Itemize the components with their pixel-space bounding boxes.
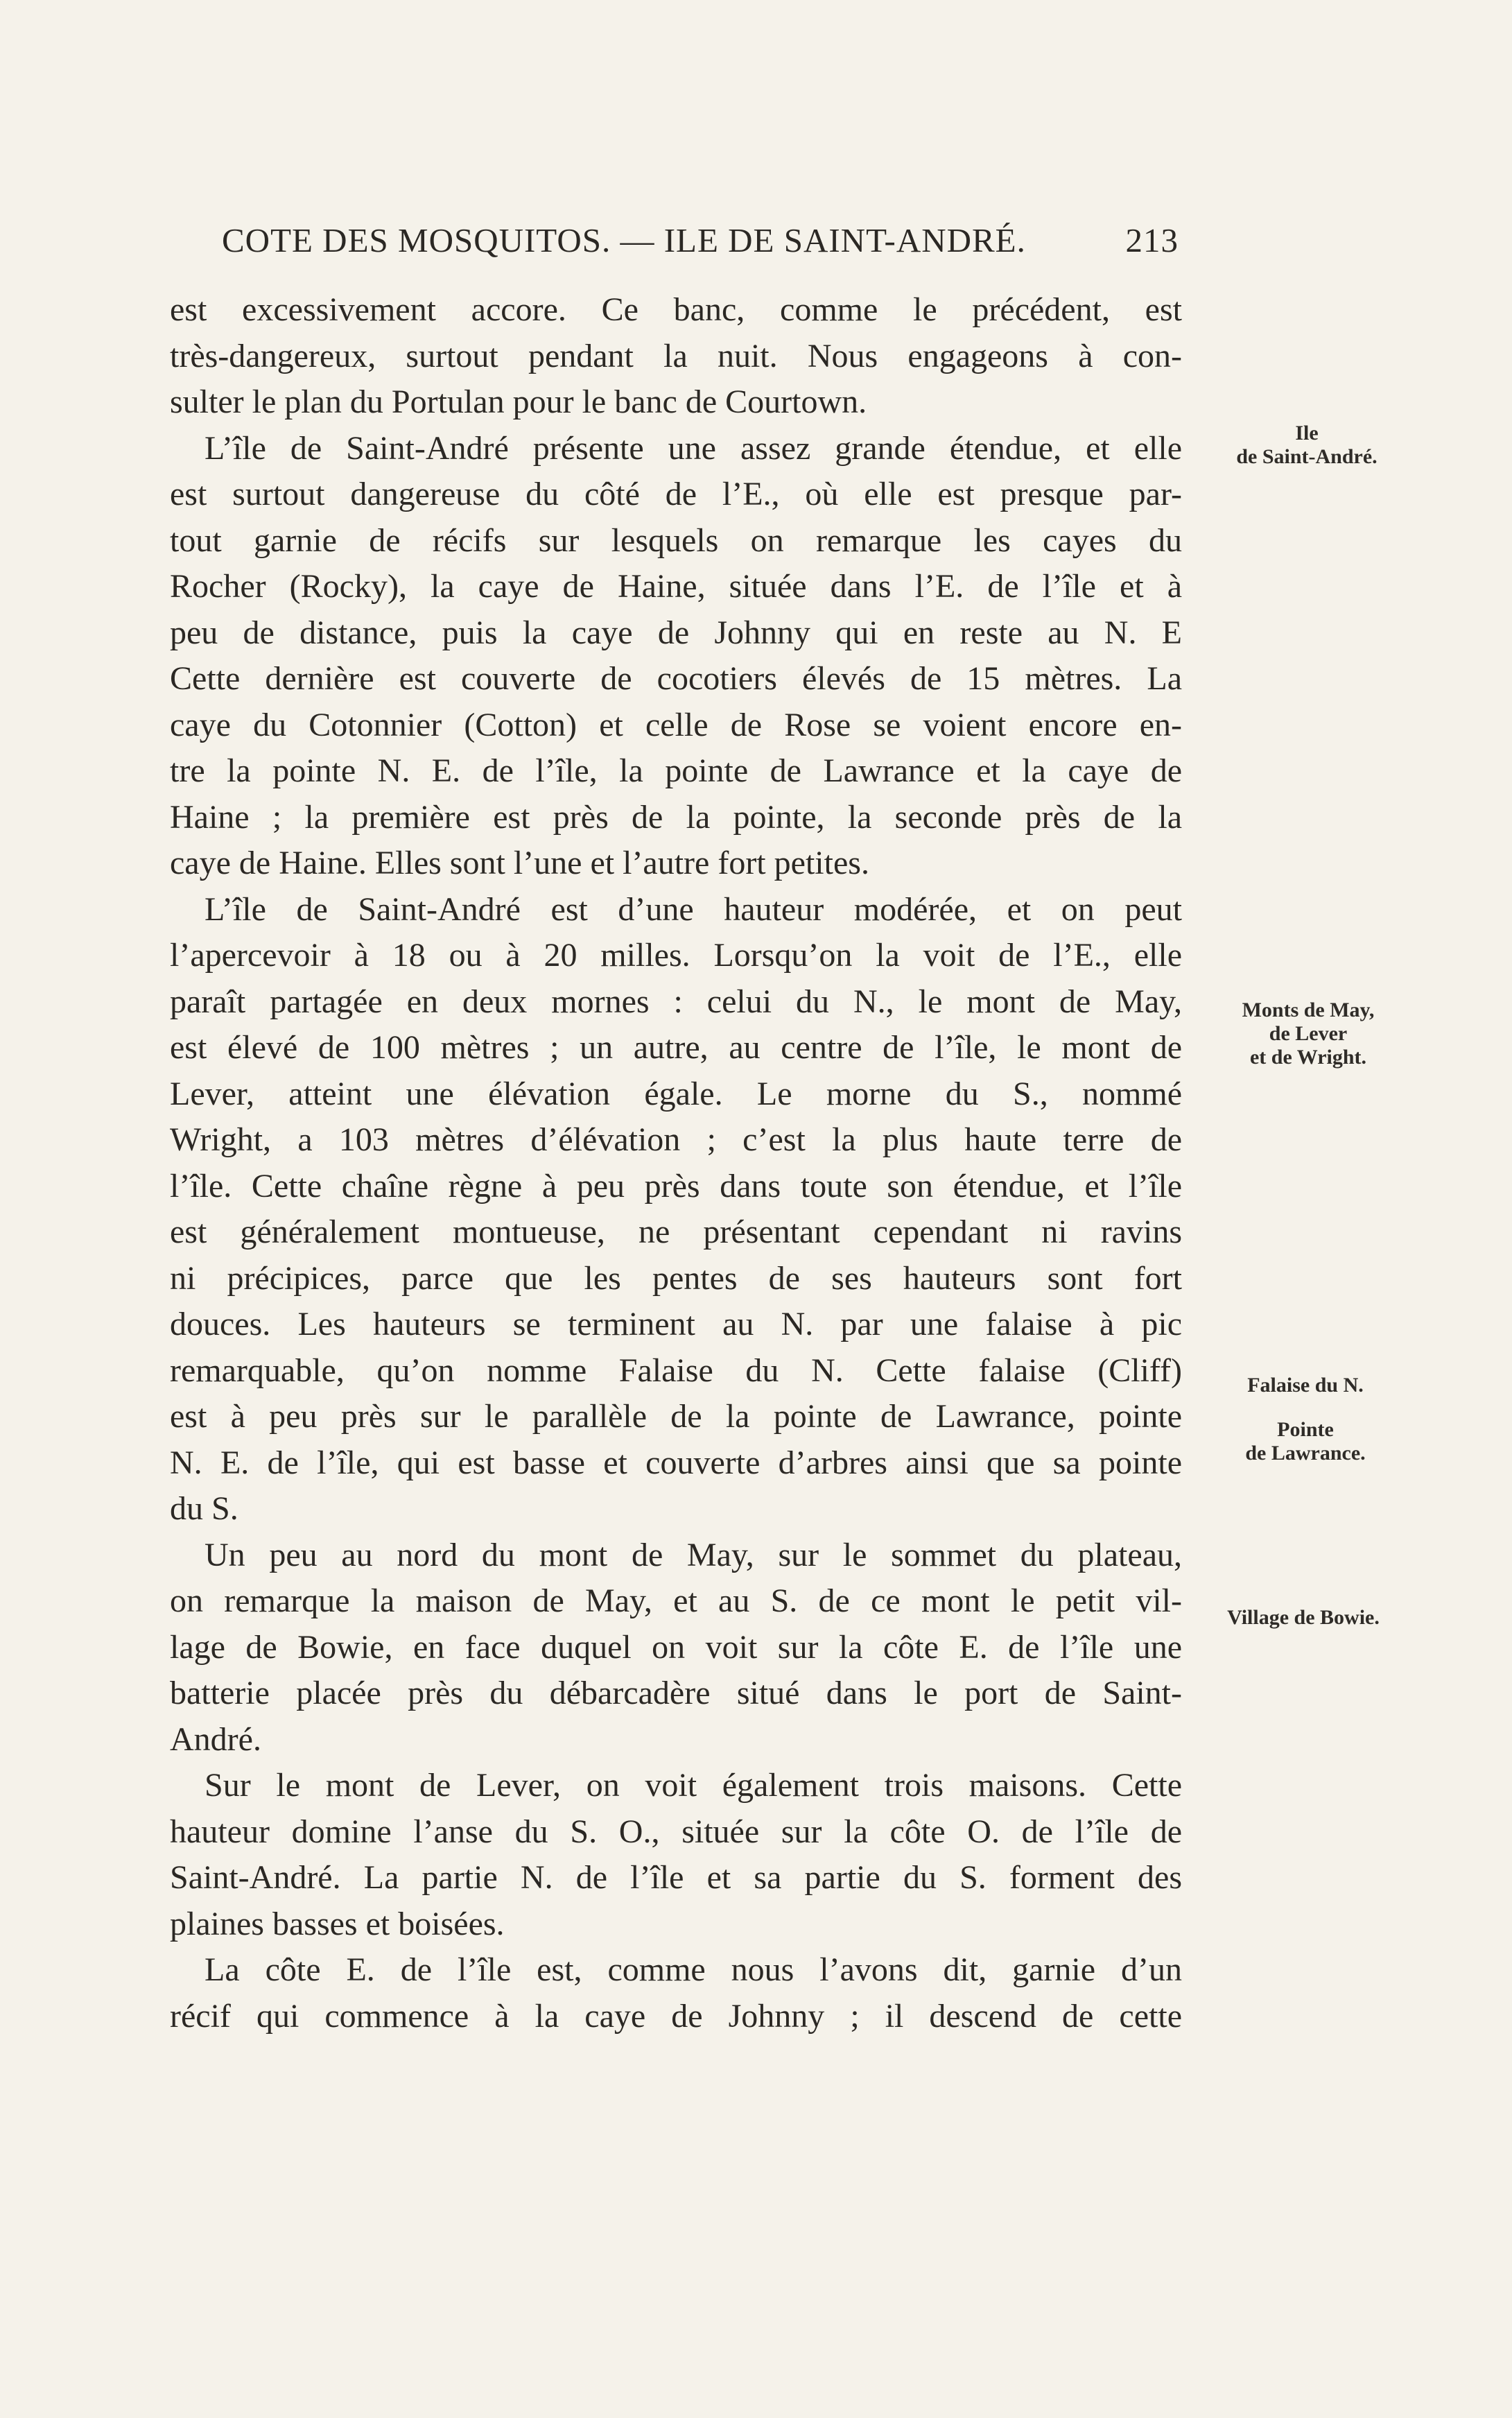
margin-note-ile-saint-andre xyxy=(1213,422,1400,469)
text-line: caye de Haine. Elles sont l’une et l’autre fort petites. xyxy=(170,845,869,881)
paragraph xyxy=(170,887,1182,1532)
text-line: Rocher (Rocky), la caye de Haine, située dans l’E. de l’île et à xyxy=(170,568,1182,605)
margin-note-line: de Lever xyxy=(1269,1022,1348,1045)
margin-note-line: et de Wright. xyxy=(1249,1046,1367,1069)
paragraph xyxy=(170,1947,1182,2039)
text-line: très-dangereux, surtout pendant la nuit. Nous engageons à con- xyxy=(170,337,1182,374)
body-text xyxy=(170,287,1182,2039)
text-line: est généralement montueuse, ne présentant cependant ni ravins xyxy=(170,1214,1182,1250)
margin-note-monts xyxy=(1215,999,1402,1069)
text-line: sulter le plan du Portulan pour le banc de Courtown. xyxy=(170,383,867,420)
text-line: récif qui commence à la caye de Johnny ; il descend de cette xyxy=(170,1997,1182,2035)
text-line: est excessivement accore. Ce banc, comme le précédent, est xyxy=(170,291,1182,328)
text-line: La côte E. de l’île est, comme nous l’avons dit, garnie d’un xyxy=(205,1951,1182,1988)
text-line: L’île de Saint-André est d’une hauteur modérée, et on peut xyxy=(205,890,1182,928)
text-line: l’apercevoir à 18 ou à 20 milles. Lorsqu’on la voit de l’E., elle xyxy=(170,937,1182,974)
margin-note-pointe xyxy=(1212,1418,1399,1465)
text-line: Wright, a 103 mètres d’élévation ; c’est la plus haute terre de xyxy=(170,1121,1182,1158)
margin-note-line: Falaise du N. xyxy=(1247,1374,1364,1397)
text-line: tre la pointe N. E. de l’île, la pointe de Lawrance et la caye de xyxy=(170,752,1182,789)
margin-note-line: Village de Bowie. xyxy=(1227,1606,1380,1629)
paragraph xyxy=(170,1532,1182,1763)
text-line: hauteur domine l’anse du S. O., située sur la côte O. de l’île de xyxy=(170,1813,1182,1850)
text-line: Haine ; la première est près de la pointe, la seconde près de la xyxy=(170,798,1182,836)
margin-note-line: de Lawrance. xyxy=(1245,1442,1366,1465)
text-line: caye du Cotonnier (Cotton) et celle de Rose se voient encore en- xyxy=(170,706,1182,743)
text-line: est surtout dangereuse du côté de l’E., où elle est presque par- xyxy=(170,476,1182,512)
text-line: Saint-André. La partie N. de l’île et sa partie du S. forment des xyxy=(170,1859,1182,1896)
margin-note-line: Monts de May, xyxy=(1242,999,1375,1021)
text-line: Sur le mont de Lever, on voit également trois maisons. Cette xyxy=(205,1767,1182,1804)
text-line: paraît partagée en deux mornes : celui du N., le mont de May, xyxy=(170,983,1182,1020)
margin-note-village xyxy=(1189,1606,1418,1630)
margin-note-line: de Saint-André. xyxy=(1236,445,1378,468)
text-line: douces. Les hauteurs se terminent au N. par une falaise à pic xyxy=(170,1306,1182,1342)
text-line: lage de Bowie, en face duquel on voit sur la côte E. de l’île une xyxy=(170,1628,1182,1666)
paragraph xyxy=(170,426,1182,887)
paragraph xyxy=(170,1763,1182,1947)
text-line: Cette dernière est couverte de cocotiers élevés de 15 mètres. La xyxy=(170,660,1182,697)
text-line: ni précipices, parce que les pentes de ses hauteurs sont fort xyxy=(170,1259,1182,1297)
margin-note-line: Pointe xyxy=(1277,1418,1334,1441)
text-line: tout garnie de récifs sur lesquels on remarque les cayes du xyxy=(170,521,1182,559)
text-line: L’île de Saint-André présente une assez grande étendue, et elle xyxy=(205,429,1182,467)
margin-note-line: Ile xyxy=(1295,422,1319,444)
text-line: est à peu près sur le parallèle de la pointe de Lawrance, pointe xyxy=(170,1398,1182,1435)
text-line: plaines basses et boisées. xyxy=(170,1905,505,1942)
text-line: N. E. de l’île, qui est basse et couverte d’arbres ainsi que sa pointe xyxy=(170,1444,1182,1481)
text-line: du S. xyxy=(170,1490,238,1527)
page-header xyxy=(222,221,1179,262)
text-line: batterie placée près du débarcadère situé dans le port de Saint- xyxy=(170,1675,1182,1711)
text-line: Un peu au nord du mont de May, sur le sommet du plateau, xyxy=(205,1536,1182,1573)
running-title: COTE DES MOSQUITOS. — ILE DE SAINT-ANDRÉ. xyxy=(222,221,1026,259)
paragraph xyxy=(170,287,1182,426)
text-line: remarquable, qu’on nomme Falaise du N. Cette falaise (Cliff) xyxy=(170,1352,1182,1389)
text-line: l’île. Cette chaîne règne à peu près dans toute son étendue, et l’île xyxy=(170,1167,1182,1204)
page-number: 213 xyxy=(1125,221,1179,259)
text-line: André. xyxy=(170,1720,261,1758)
text-line: on remarque la maison de May, et au S. de ce mont le petit vil- xyxy=(170,1582,1182,1619)
margin-note-falaise xyxy=(1212,1374,1399,1397)
text-line: peu de distance, puis la caye de Johnny qui en reste au N. E xyxy=(170,614,1182,651)
text-line: est élevé de 100 mètres ; un autre, au centre de l’île, le mont de xyxy=(170,1029,1182,1066)
text-line: Lever, atteint une élévation égale. Le morne du S., nommé xyxy=(170,1075,1182,1112)
